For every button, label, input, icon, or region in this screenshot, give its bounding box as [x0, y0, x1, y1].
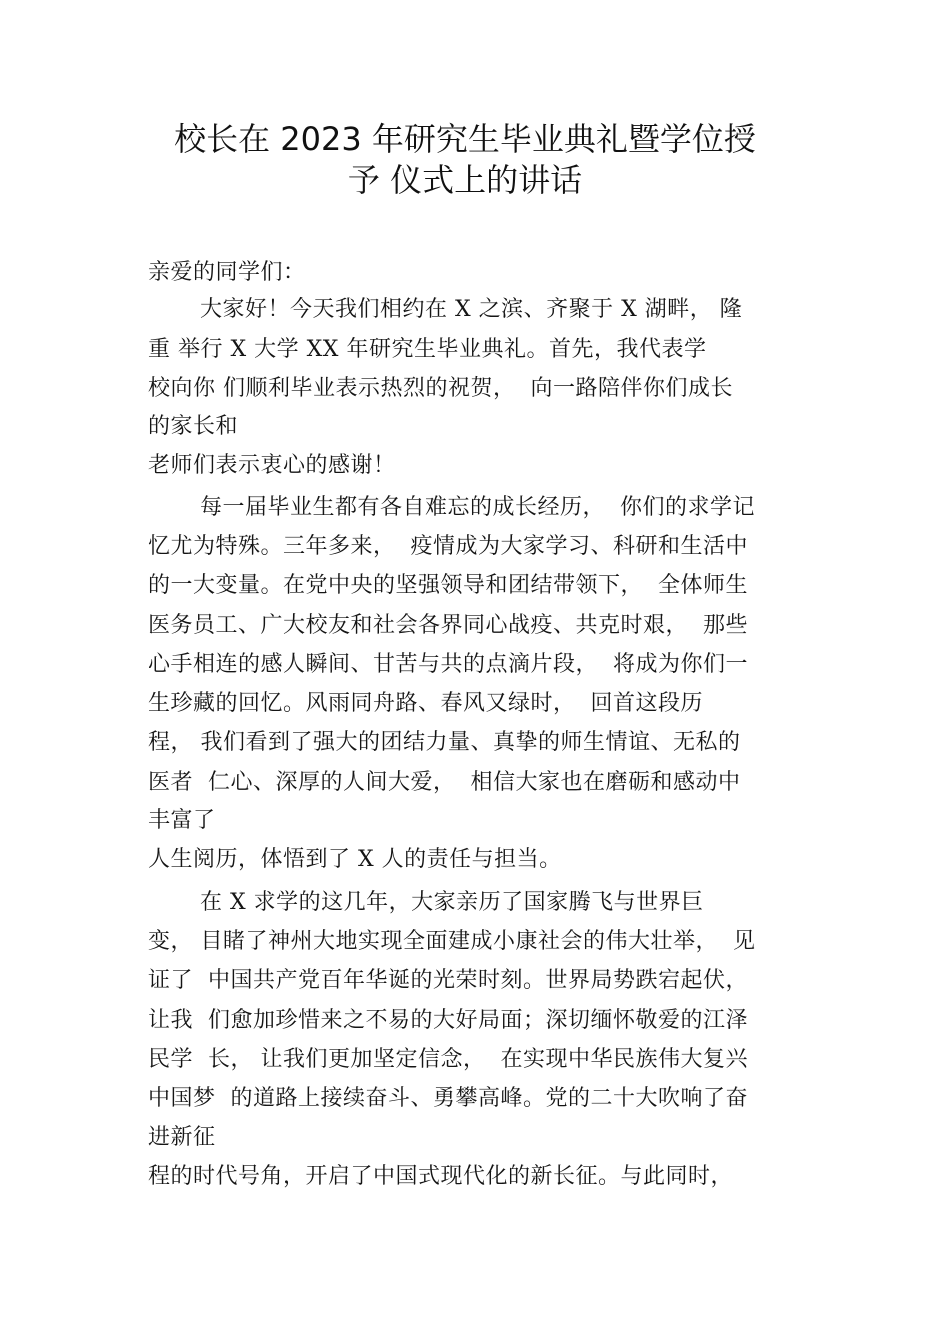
paragraph-line: 进新征 [148, 1125, 216, 1150]
paragraph-line: 人生阅历，体悟到了 X 人的责任与担当。 [148, 847, 562, 872]
paragraph-line: 大家好！今天我们相约在 X 之滨、齐聚于 X 湖畔， 隆 [200, 297, 743, 322]
paragraph-line: 程的时代号角，开启了中国式现代化的新长征。与此同时， [148, 1164, 734, 1189]
paragraph-line: 变， 目睹了神州大地实现全面建成小康社会的伟大壮举， 见 [148, 929, 756, 954]
document-title-line-1: 校长在 2023 年研究生毕业典礼暨学位授 [174, 120, 756, 158]
paragraph-line: 丰富了 [148, 808, 216, 833]
paragraph-line: 医务员工、广大校友和社会各界同心战疫、共克时艰， 那些 [148, 613, 748, 638]
paragraph-line: 民学 长， 让我们更加坚定信念， 在实现中华民族伟大复兴 [148, 1047, 748, 1072]
paragraph-line: 的一大变量。在党中央的坚强领导和团结带领下， 全体师生 [148, 573, 748, 598]
paragraph-line: 在 X 求学的这几年，大家亲历了国家腾飞与世界巨 [200, 890, 704, 915]
paragraph-line: 重 举行 X 大学 XX 年研究生毕业典礼。首先，我代表学 [148, 337, 707, 362]
paragraph-line: 每一届毕业生都有各自难忘的成长经历， 你们的求学记 [200, 495, 755, 520]
paragraph-line: 心手相连的感人瞬间、甘苦与共的点滴片段， 将成为你们一 [148, 652, 748, 677]
paragraph-line: 生珍藏的回忆。风雨同舟路、春风又绿时， 回首这段历 [148, 691, 703, 716]
paragraph-line: 校向你 们顺利毕业表示热烈的祝贺， 向一路陪伴你们成长 [148, 376, 733, 401]
paragraph-line: 证了 中国共产党百年华诞的光荣时刻。世界局势跌宕起伏， [148, 968, 748, 993]
paragraph-line: 的家长和 [148, 414, 239, 439]
paragraph-line: 忆尤为特殊。三年多来， 疫情成为大家学习、科研和生活中 [148, 534, 748, 559]
paragraph-line: 中国梦 的道路上接续奋斗、勇攀高峰。党的二十大吹响了奋 [148, 1086, 748, 1111]
paragraph-line: 医者 仁心、深厚的人间大爱， 相信大家也在磨砺和感动中 [148, 770, 741, 795]
document-title-line-2: 予 仪式上的讲话 [347, 161, 583, 199]
paragraph-line: 老师们表示衷心的感谢！ [148, 453, 396, 478]
salutation: 亲爱的同学们： [148, 260, 306, 285]
paragraph-line: 让我 们愈加珍惜来之不易的大好局面；深切缅怀敬爱的江泽 [148, 1008, 748, 1033]
paragraph-line: 程， 我们看到了强大的团结力量、真挚的师生情谊、无私的 [148, 730, 741, 755]
